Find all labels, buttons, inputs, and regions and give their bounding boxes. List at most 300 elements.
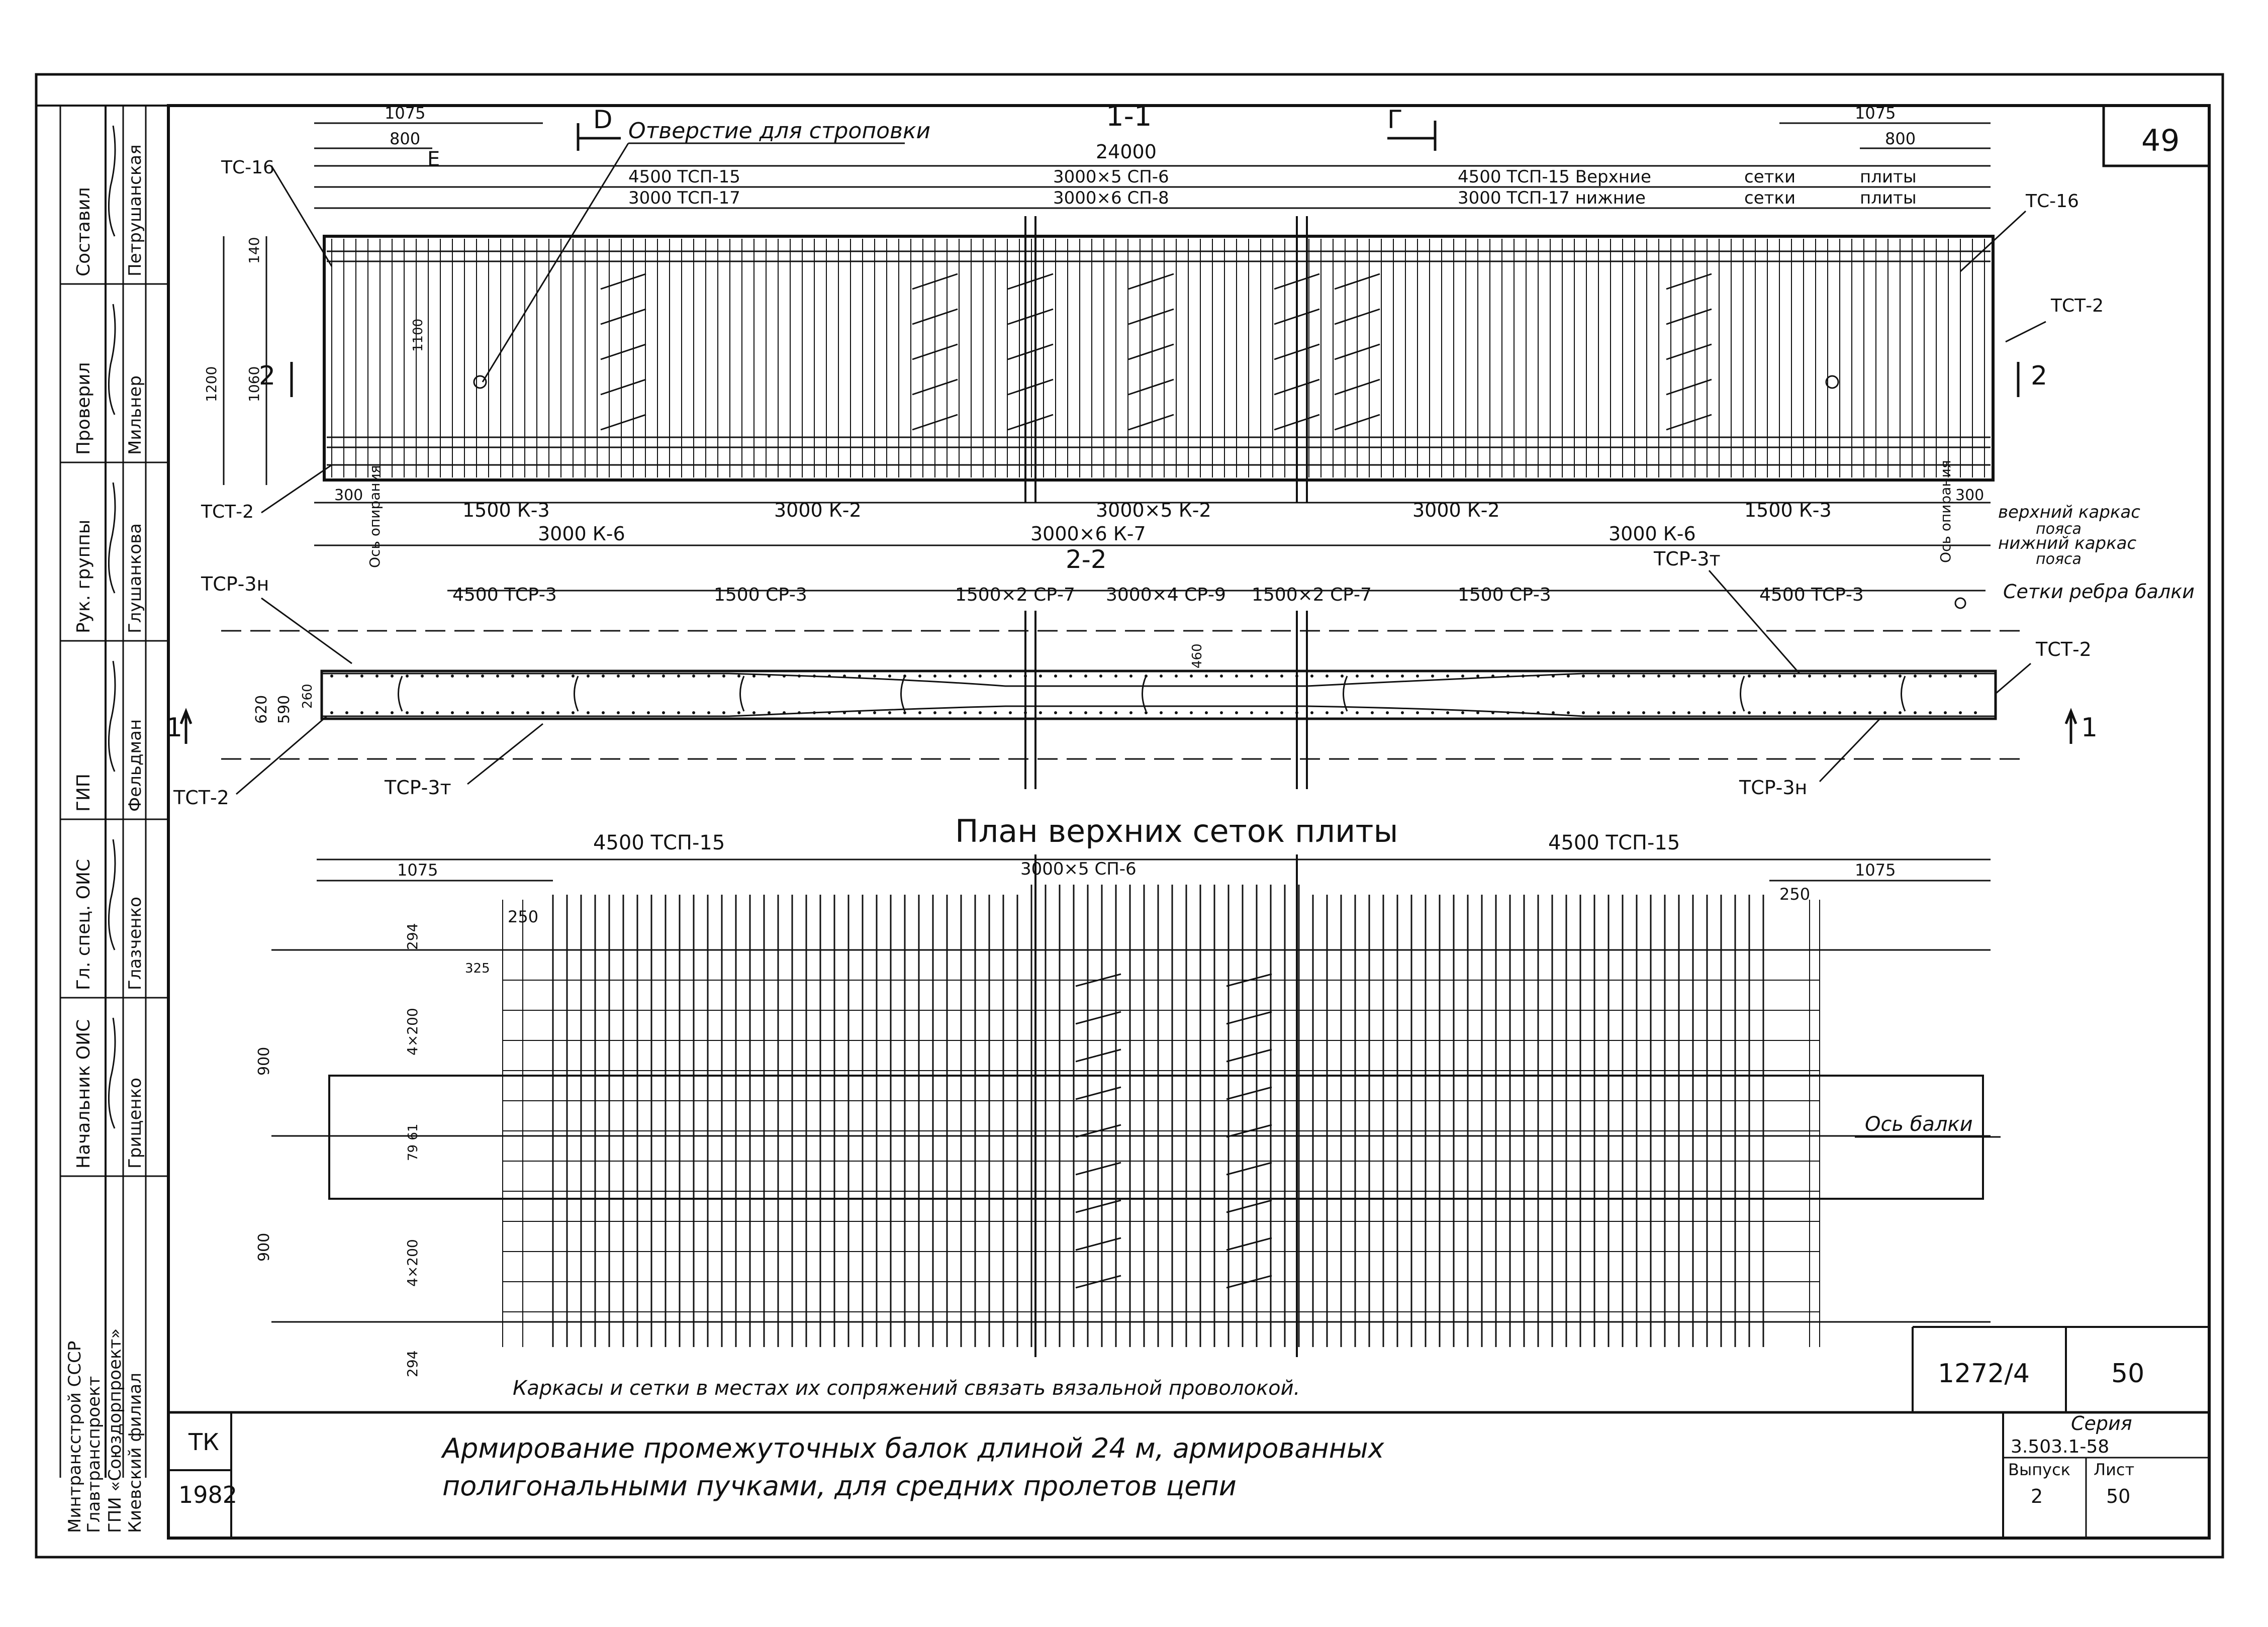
rib-dot — [1914, 675, 1917, 678]
rib-dot — [1401, 711, 1404, 714]
rib-dot — [1778, 675, 1781, 678]
org-code: ТК — [188, 1428, 219, 1456]
rib-dot — [1431, 711, 1434, 714]
plan-tie — [1226, 1238, 1272, 1250]
rib-dot — [617, 711, 620, 714]
rib-dot — [1506, 711, 1509, 714]
rib-dot — [798, 711, 801, 714]
series-value: 3.503.1-58 — [2011, 1437, 2110, 1457]
rib-dot — [466, 711, 469, 714]
rib-dot — [1220, 711, 1223, 714]
rib-dot — [1099, 711, 1102, 714]
rib-dot — [1190, 711, 1193, 714]
rib-dot — [1823, 675, 1826, 678]
rib-dot — [1808, 675, 1811, 678]
rib-dot — [1883, 711, 1886, 714]
rib-dot — [662, 711, 665, 714]
sheet-label: Лист — [2094, 1460, 2135, 1479]
rib-dot — [1567, 675, 1570, 678]
rib-dot — [994, 675, 997, 678]
signature-mark — [109, 483, 115, 593]
hole-marker-left — [474, 376, 486, 388]
rib-dot — [1054, 711, 1057, 714]
rib-dot — [1310, 711, 1313, 714]
tie-mark — [601, 379, 646, 395]
plan-left-label: 4500 ТСП-15 — [593, 831, 725, 854]
rib-dot — [1853, 675, 1856, 678]
rib-dot — [1537, 675, 1540, 678]
rib-dot — [1114, 675, 1117, 678]
label-tc16-right: ТС-16 — [2026, 191, 2079, 212]
rib-dot — [783, 675, 786, 678]
rib-dot — [1326, 675, 1329, 678]
rib-dot — [406, 675, 409, 678]
dim-1075-left: 1075 — [385, 104, 426, 123]
rib-dot — [737, 711, 740, 714]
rib-dot — [918, 675, 921, 678]
plan-right-label: 4500 ТСП-15 — [1548, 831, 1680, 854]
rib-dot — [994, 711, 997, 714]
rib-dot — [783, 711, 786, 714]
plan-dim-4x200-top: 4×200 — [404, 1008, 421, 1056]
rib-dot — [1793, 675, 1796, 678]
org-line-3: ГПИ «Союздорпроект» — [105, 1328, 125, 1533]
stamp-name: Мильнер — [125, 375, 145, 455]
tie-mark — [1128, 344, 1174, 359]
rib-dot — [1778, 711, 1781, 714]
rib-dot — [1039, 675, 1042, 678]
plan-tie — [1226, 1049, 1272, 1062]
ss-row-6: 4500 ТСР-3 — [1759, 585, 1864, 605]
lbl-tsr3t-left: ТСР-3т — [385, 777, 451, 799]
rib-dot — [888, 675, 891, 678]
rib-mesh-note: Сетки ребра балки — [2003, 581, 2195, 603]
note-upper-belt: пояса — [2036, 520, 2082, 538]
rib-dot — [647, 675, 650, 678]
plan-dim-79-61: 79 61 — [406, 1123, 421, 1161]
tie-mark — [601, 309, 646, 324]
rib-dot — [1657, 675, 1660, 678]
stamp-name: Фельдман — [125, 719, 145, 812]
rib-dot — [798, 675, 801, 678]
stamp-role: Гл. спец. ОИС — [73, 858, 94, 990]
rib-dot — [436, 675, 439, 678]
rib-dot — [662, 675, 665, 678]
plan-tie — [1076, 1012, 1121, 1024]
rib-dot — [1129, 711, 1132, 714]
rib-clip — [1902, 676, 1906, 711]
rib-clip — [1741, 676, 1745, 711]
rib-dot — [1446, 675, 1449, 678]
tie-mark — [601, 344, 646, 359]
rib-dot — [677, 711, 680, 714]
rib-dot — [873, 711, 876, 714]
tie-mark — [601, 274, 646, 289]
mesh-row2-plity: плиты — [1860, 188, 1917, 208]
rib-dot — [1552, 675, 1555, 678]
rib-dot — [451, 675, 454, 678]
rib-dot — [1446, 711, 1449, 714]
rib-dot — [602, 675, 605, 678]
tie-mark — [1008, 274, 1053, 289]
sheet-value: 50 — [2106, 1485, 2131, 1507]
rib-dot — [406, 711, 409, 714]
rib-dot — [1838, 675, 1841, 678]
rib-dot — [918, 711, 921, 714]
rib-dot — [466, 675, 469, 678]
rib-dot — [1612, 675, 1615, 678]
plan-tie — [1076, 1049, 1121, 1062]
stamp-role: Рук. группы — [73, 519, 94, 633]
rib-dot — [360, 675, 363, 678]
rib-dot — [1929, 711, 1932, 714]
rib-dot — [1552, 711, 1555, 714]
rib-dot — [737, 675, 740, 678]
rib-dot — [888, 711, 891, 714]
rib-dot — [1974, 675, 1977, 678]
rib-dot — [1476, 675, 1479, 678]
year: 1982 — [178, 1481, 238, 1508]
rib-dot — [1597, 675, 1600, 678]
doc-number: 1272/4 — [1938, 1359, 2030, 1389]
plan-dim-250-right: 250 — [1779, 885, 1811, 904]
dim-1100: 1100 — [411, 318, 426, 352]
rib-dot — [1944, 675, 1947, 678]
rib-dot — [752, 675, 755, 678]
rib-dot — [541, 675, 544, 678]
title-block — [168, 1327, 2209, 1538]
rib-dot — [1280, 675, 1283, 678]
mesh-row1-mid: 3000×5 СП-6 — [1053, 167, 1169, 187]
rib-dot — [1099, 675, 1102, 678]
rib-dot — [391, 711, 394, 714]
rib-dot — [1748, 675, 1751, 678]
section-2-2-title: 2-2 — [1066, 545, 1107, 574]
rib-dot — [1687, 711, 1690, 714]
plan-dim-250-left: 250 — [508, 907, 539, 926]
rib-dot — [1733, 675, 1736, 678]
rib-dot — [1974, 711, 1977, 714]
rib-dot — [511, 711, 514, 714]
plan-tie — [1226, 1012, 1272, 1024]
stamp-role: Проверил — [73, 362, 94, 455]
note-lower-belt: пояса — [2036, 550, 2082, 568]
section-1-1 — [201, 100, 2140, 568]
note-upper-frame: верхний каркас — [1998, 502, 2140, 522]
rib-dot — [1868, 711, 1871, 714]
rib-dot — [1160, 711, 1163, 714]
signature-mark — [109, 1018, 115, 1128]
plan-tie — [1226, 1087, 1272, 1099]
rib-dot — [1160, 675, 1163, 678]
rib-dot — [1129, 675, 1132, 678]
signature-mark — [109, 304, 115, 415]
stamp-role: Начальник ОИС — [73, 1019, 94, 1169]
rib-dot — [1718, 711, 1721, 714]
tie-mark — [1008, 379, 1053, 395]
rib-dot — [752, 711, 755, 714]
rib-dot — [1687, 675, 1690, 678]
mesh-row2-setki: сетки — [1744, 188, 1796, 208]
rib-clip — [901, 676, 905, 711]
bot1-a: 300 — [334, 487, 363, 504]
rib-dot — [375, 711, 379, 714]
rib-dot — [1054, 675, 1057, 678]
rib-dot — [828, 711, 831, 714]
rib-dot — [1401, 675, 1404, 678]
rib-dot — [526, 675, 529, 678]
rib-dot — [707, 675, 710, 678]
rib-dot — [1069, 675, 1072, 678]
total-length-dim: 24000 — [1096, 141, 1157, 163]
rib-dot — [436, 711, 439, 714]
rib-dot — [1220, 675, 1223, 678]
rib-dot — [617, 675, 620, 678]
rib-dot — [1823, 711, 1826, 714]
section-mark-2-left: 2 — [259, 361, 276, 391]
tie-mark — [1666, 379, 1712, 395]
tie-mark — [1128, 309, 1174, 324]
section-mark-1-left: 1 — [166, 713, 183, 743]
dim-1075-right: 1075 — [1855, 104, 1896, 123]
org-line-4: Киевский филиал — [125, 1373, 145, 1533]
left-stamp — [36, 106, 168, 1478]
support-axis-left: Ось опирания — [366, 465, 383, 568]
mesh-row2-left: 3000 ТСП-17 — [628, 188, 740, 208]
rib-dot — [1235, 711, 1238, 714]
mesh-row2-right: 3000 ТСП-17 нижние — [1458, 188, 1646, 208]
rib-dot — [1657, 711, 1660, 714]
plan-tie — [1076, 1087, 1121, 1099]
rib-dot — [360, 711, 363, 714]
rib-dot — [1627, 711, 1630, 714]
note-lower-frame: нижний каркас — [1998, 533, 2137, 553]
drawing-title-line1: Армирование промежуточных балок длиной 24 м, армированных — [442, 1432, 1384, 1464]
rib-dot — [768, 675, 771, 678]
rib-dot — [1582, 711, 1585, 714]
mesh-row1-setki: сетки — [1744, 167, 1796, 187]
rib-dot — [1386, 675, 1389, 678]
rib-dot — [1205, 675, 1208, 678]
rib-dot — [1371, 675, 1374, 678]
tie-mark — [1666, 274, 1712, 289]
plan-dim-294-top: 294 — [404, 923, 421, 950]
ss-row-1: 1500 СР-3 — [714, 585, 807, 605]
bot1-f: 1500 К-3 — [1744, 499, 1832, 521]
rib-dim-590: 590 — [275, 695, 293, 724]
rib-dim-460: 460 — [1190, 643, 1205, 668]
sheet-number: 49 — [2141, 123, 2180, 158]
plan-tie — [1076, 1238, 1121, 1250]
rib-dot — [1582, 675, 1585, 678]
stamp-role: ГИП — [73, 774, 94, 812]
rib-dot — [1959, 675, 1962, 678]
rib-dot — [1838, 711, 1841, 714]
rib-clip — [575, 676, 579, 711]
organization-stamp — [65, 1328, 145, 1533]
plan-angle-dim: 325 — [465, 961, 490, 976]
lbl-tsr3t-right: ТСР-3т — [1654, 548, 1721, 570]
bot2-b: 3000×6 К-7 — [1030, 523, 1146, 545]
rib-dot — [496, 711, 499, 714]
mesh-row2-mid: 3000×6 СП-8 — [1053, 188, 1169, 208]
lbl-tsr3n-left: ТСР-3н — [201, 573, 269, 595]
rib-dot — [330, 711, 333, 714]
rib-dot — [421, 711, 424, 714]
section-mark-2-right: 2 — [2031, 361, 2048, 391]
org-line-2: Главтранспроект — [84, 1376, 104, 1533]
rib-dot — [1748, 711, 1751, 714]
label-tct2-right: ТСТ-2 — [2051, 296, 2104, 316]
rib-dot — [556, 711, 559, 714]
rib-dot — [1416, 711, 1419, 714]
rib-dot — [903, 711, 906, 714]
rib-dot — [1672, 711, 1675, 714]
rib-dot — [345, 711, 348, 714]
rib-dot — [391, 675, 394, 678]
sheet-small: 50 — [2111, 1359, 2145, 1389]
rib-dot — [1491, 675, 1494, 678]
rib-dot — [1763, 711, 1766, 714]
bot2-a: 3000 К-6 — [538, 523, 625, 545]
rib-dot — [722, 711, 725, 714]
rib-dot — [1959, 711, 1962, 714]
rib-dot — [1416, 675, 1419, 678]
mesh-row1-right: 4500 ТСП-15 Верхние — [1458, 167, 1651, 187]
signature-mark — [109, 661, 115, 772]
ss-row-3: 3000×4 СР-9 — [1106, 585, 1226, 605]
rib-dot — [1491, 711, 1494, 714]
rib-dot — [813, 675, 816, 678]
rib-dot — [1522, 675, 1525, 678]
rib-dot — [677, 675, 680, 678]
rib-dot — [1341, 675, 1344, 678]
rib-dot — [858, 711, 861, 714]
rib-dot — [1175, 675, 1178, 678]
rib-dot — [1718, 675, 1721, 678]
cut-mark-g: Г — [1387, 105, 1403, 134]
tie-mark — [1666, 344, 1712, 359]
rib-dot — [587, 675, 590, 678]
tie-mark — [1666, 309, 1712, 324]
rib-dot — [1280, 711, 1283, 714]
rib-dot — [1084, 675, 1087, 678]
rib-dot — [572, 711, 575, 714]
stamp-name: Грищенко — [125, 1078, 145, 1169]
plan-tie — [1226, 1163, 1272, 1175]
tie-mark — [1128, 379, 1174, 395]
rib-dot — [1341, 711, 1344, 714]
rib-dot — [1642, 675, 1645, 678]
rib-dot — [843, 711, 846, 714]
rib-dot — [1326, 711, 1329, 714]
rib-dot — [1612, 711, 1615, 714]
rib-dot — [330, 675, 333, 678]
tie-mark — [601, 415, 646, 430]
bot1-d: 3000×5 К-2 — [1096, 499, 1211, 521]
rib-dot — [813, 711, 816, 714]
rib-dot — [1567, 711, 1570, 714]
plan-upper-meshes — [255, 813, 2001, 1377]
rib-dot — [1145, 711, 1148, 714]
bot1-c: 3000 К-2 — [774, 499, 862, 521]
rib-dim-260: 260 — [300, 684, 315, 709]
rib-dot — [511, 675, 514, 678]
dim-800-right: 800 — [1885, 129, 1916, 148]
plan-dim-1075-left: 1075 — [397, 860, 438, 880]
dim-1060: 1060 — [246, 366, 262, 402]
rib-dot — [587, 711, 590, 714]
rib-dot — [949, 675, 952, 678]
rib-dot — [526, 711, 529, 714]
rib-dot — [1944, 711, 1947, 714]
cut-mark-e: E — [427, 148, 440, 171]
rib-dot — [451, 711, 454, 714]
rib-dot — [1703, 711, 1706, 714]
tie-mark — [1666, 415, 1712, 430]
section-mark-1-right: 1 — [2081, 713, 2098, 743]
plan-mid-label: 3000×5 СП-6 — [1020, 859, 1137, 879]
mesh-row1-plity: плиты — [1860, 167, 1917, 187]
lbl-tct2-right: ТСТ-2 — [2036, 638, 2092, 660]
stamp-name: Петрушанская — [125, 144, 145, 276]
rib-dot — [1853, 711, 1856, 714]
plan-tie — [1076, 1163, 1121, 1175]
issue-value: 2 — [2031, 1485, 2043, 1507]
label-tc16-left: ТС-16 — [221, 157, 274, 178]
rib-dot — [1672, 675, 1675, 678]
ss-row-0: 4500 ТСР-3 — [452, 585, 557, 605]
rib-dot — [1310, 675, 1313, 678]
rib-dot — [421, 675, 424, 678]
rib-dot — [1522, 711, 1525, 714]
rib-dot — [1356, 675, 1359, 678]
rib-dot — [1175, 711, 1178, 714]
rib-dot — [1868, 675, 1871, 678]
rib-dot — [1190, 675, 1193, 678]
rib-dot — [1084, 711, 1087, 714]
bot1-b: 1500 К-3 — [462, 499, 550, 521]
stamp-role: Составил — [73, 187, 94, 276]
section-2-2 — [166, 545, 2195, 809]
rib-dot — [1250, 675, 1253, 678]
section-1-1-title: 1-1 — [1106, 100, 1152, 133]
hole-label: Отверстие для строповки — [628, 118, 931, 144]
plan-tie — [1226, 1200, 1272, 1212]
rib-dot — [692, 711, 695, 714]
rib-clip — [1344, 676, 1348, 711]
lbl-tsr3n-right: ТСР-3н — [1739, 777, 1808, 799]
issue-label: Выпуск — [2008, 1460, 2070, 1479]
org-line-1: Минтрансстрой СССР — [65, 1341, 85, 1533]
ss-row-5: 1500 СР-3 — [1458, 585, 1551, 605]
plan-tie — [1076, 1200, 1121, 1212]
rib-dot — [979, 675, 982, 678]
rib-clip — [740, 676, 744, 711]
rib-dot — [1627, 675, 1630, 678]
rib-dot — [1009, 675, 1012, 678]
rib-dot — [1899, 675, 1902, 678]
rib-dot — [1250, 711, 1253, 714]
rib-dot — [1431, 675, 1434, 678]
rib-dot — [858, 675, 861, 678]
rib-dot — [1642, 711, 1645, 714]
rib-dot — [707, 711, 710, 714]
dim-1200: 1200 — [203, 366, 220, 402]
bot2-c: 3000 К-6 — [1609, 523, 1696, 545]
rib-dot — [1793, 711, 1796, 714]
dim-140: 140 — [246, 237, 262, 264]
